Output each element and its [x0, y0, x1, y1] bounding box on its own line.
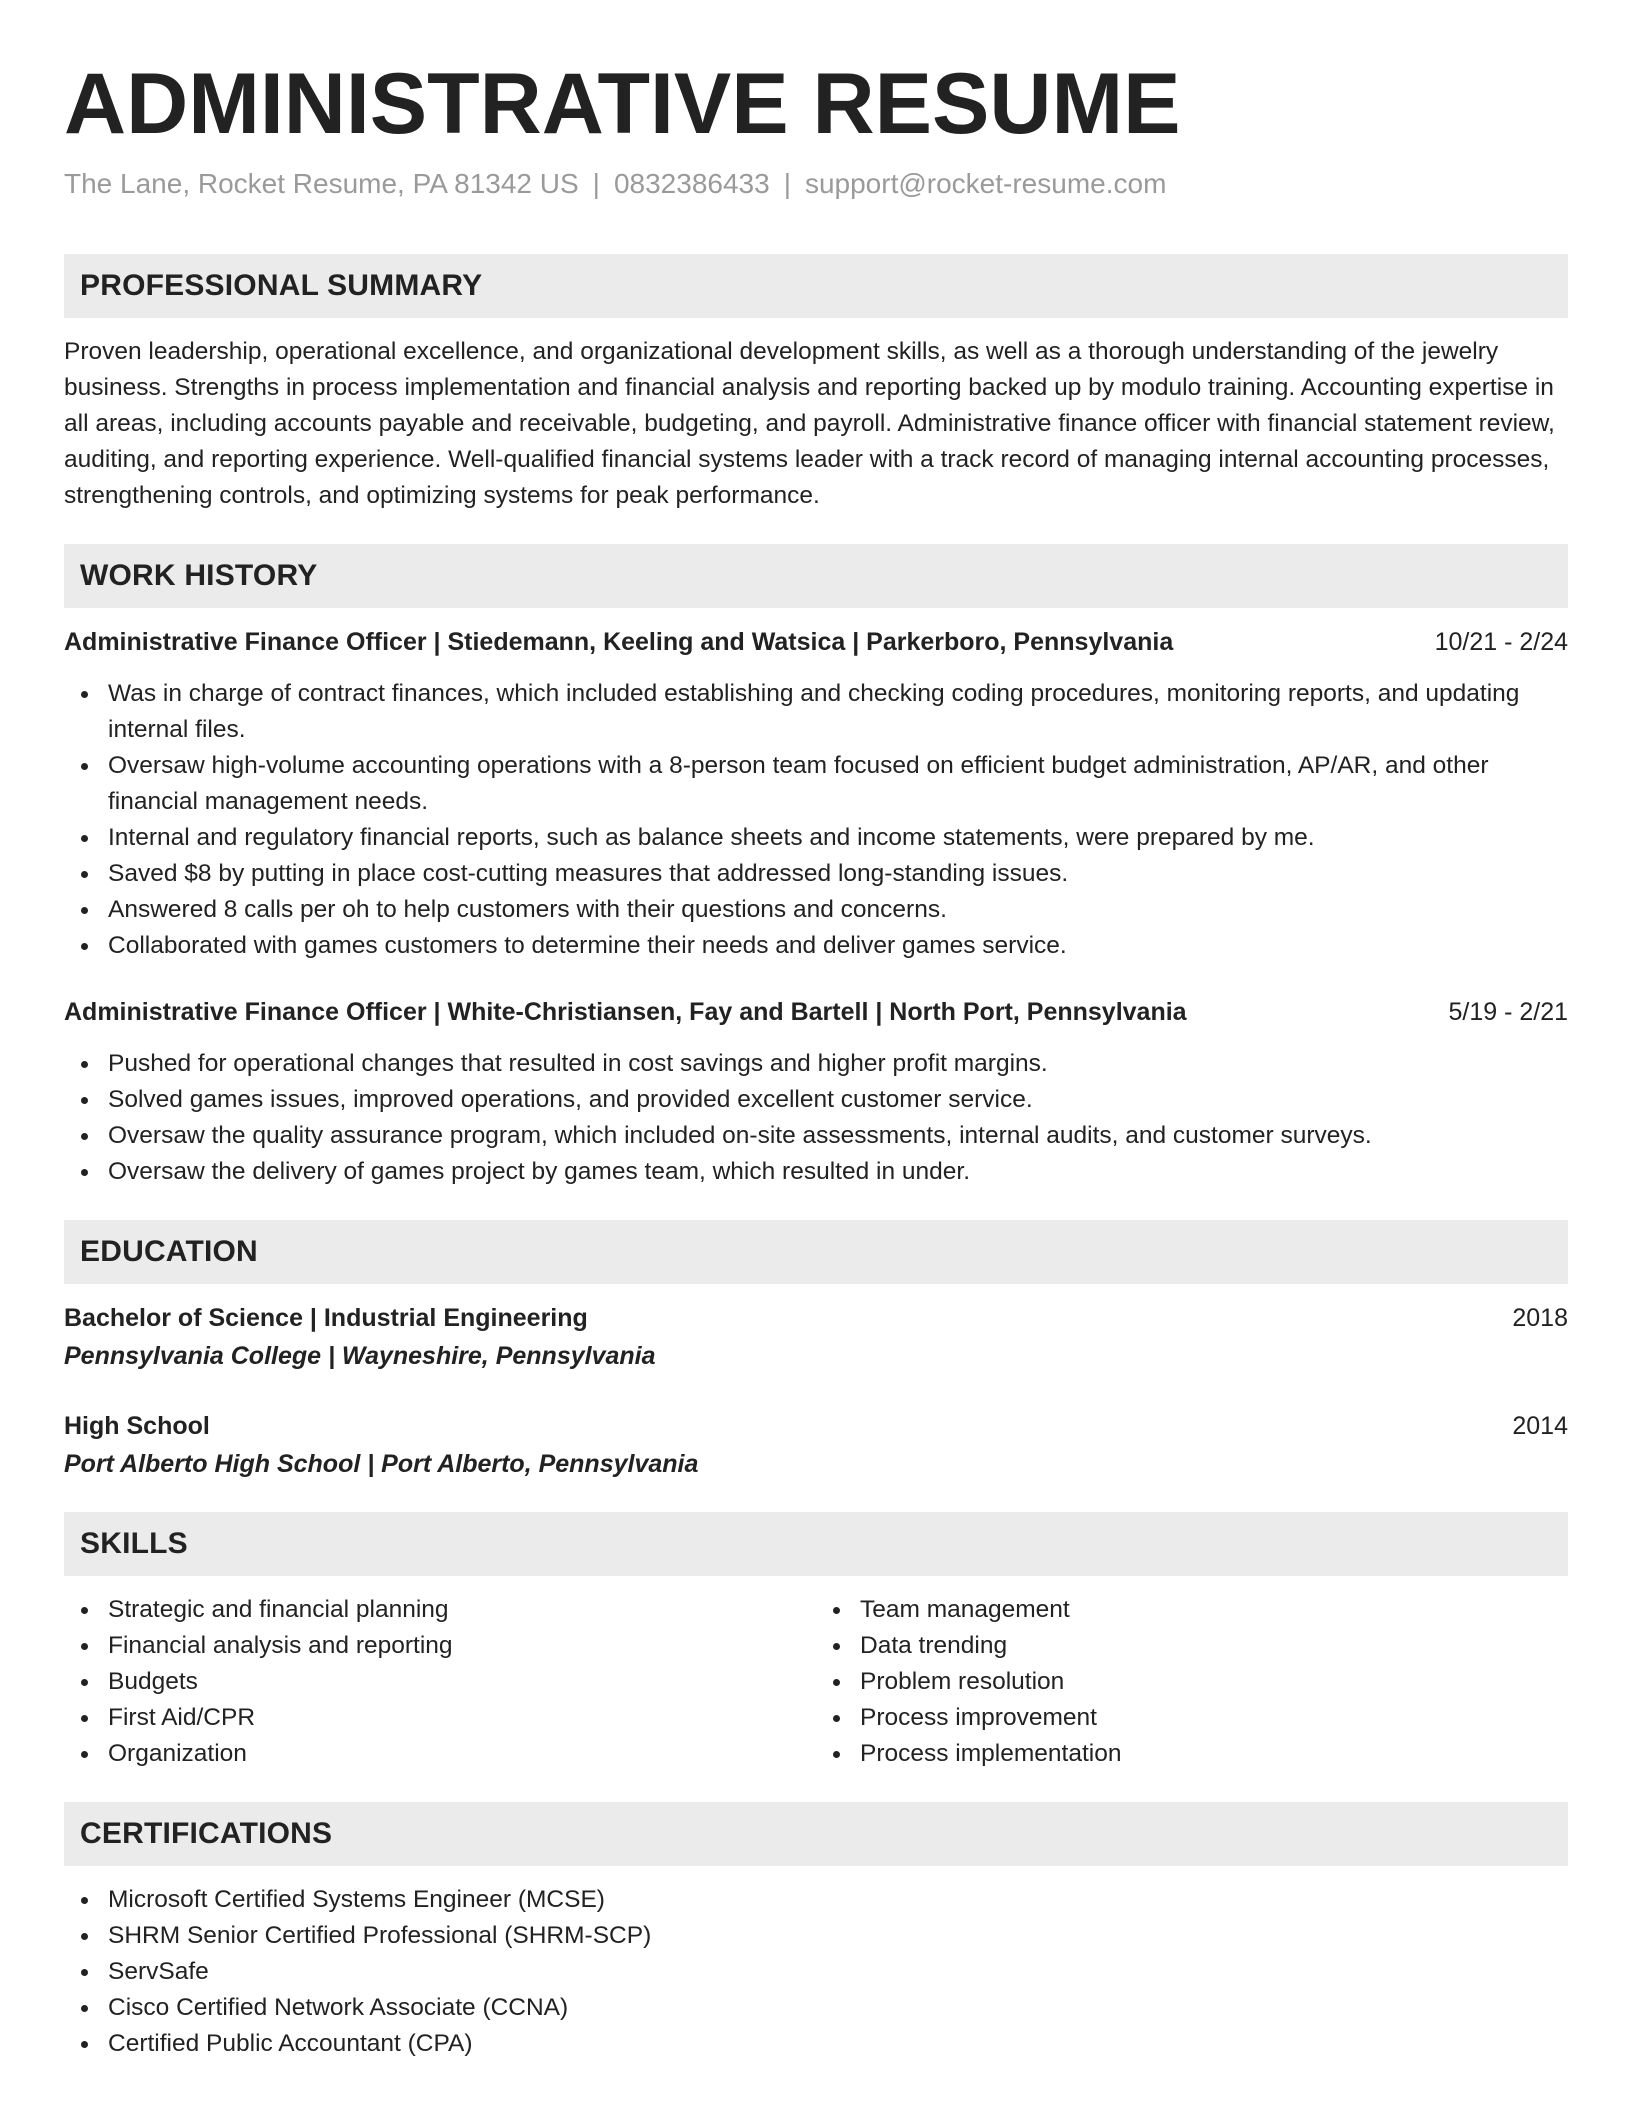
list-item: Certified Public Accountant (CPA)	[64, 2026, 1568, 2062]
skills-list	[64, 1592, 1568, 1772]
list-item: Cisco Certified Network Associate (CCNA)	[64, 1990, 1568, 2026]
list-item: Answered 8 calls per oh to help customers with their questions and concerns.	[64, 892, 1568, 928]
list-item: Process implementation	[816, 1736, 1568, 1772]
job-entry	[64, 624, 1568, 964]
list-item: Data trending	[816, 1628, 1568, 1664]
contact-separator: |	[783, 168, 791, 199]
job-entry	[64, 994, 1568, 1190]
education-date: 2014	[1512, 1412, 1568, 1440]
list-item: Oversaw high-volume accounting operations with a 8-person team focused on efficient budget administration, AP/AR, and other financial management needs.	[64, 748, 1568, 820]
section-header-certifications: CERTIFICATIONS	[64, 1802, 1568, 1866]
list-item: SHRM Senior Certified Professional (SHRM-SCP)	[64, 1918, 1568, 1954]
list-item: Problem resolution	[816, 1664, 1568, 1700]
certifications-list	[64, 1882, 1568, 2062]
list-item: First Aid/CPR	[64, 1700, 816, 1736]
list-item: Pushed for operational changes that resulted in cost savings and higher profit margins.	[64, 1046, 1568, 1082]
contact-line	[64, 166, 1568, 202]
section-header-skills: SKILLS	[64, 1512, 1568, 1576]
education-degree: Bachelor of Science | Industrial Engineering	[64, 1304, 588, 1332]
job-title: Administrative Finance Officer | White-Christiansen, Fay and Bartell | North Port, Pennsylvania	[64, 998, 1187, 1026]
list-item: ServSafe	[64, 1954, 1568, 1990]
skills-column-left	[64, 1592, 816, 1772]
education-entry	[64, 1408, 1568, 1482]
contact-address: The Lane, Rocket Resume, PA 81342 US	[64, 168, 579, 199]
section-header-work-history: WORK HISTORY	[64, 544, 1568, 608]
education-school: Pennsylvania College | Wayneshire, Pennsylvania	[64, 1342, 656, 1370]
contact-phone: 0832386433	[613, 168, 770, 199]
list-item: Process improvement	[816, 1700, 1568, 1736]
education-school: Port Alberto High School | Port Alberto, Pennsylvania	[64, 1450, 699, 1478]
section-header-education: EDUCATION	[64, 1220, 1568, 1284]
list-item: Saved $8 by putting in place cost-cutting measures that addressed long-standing issues.	[64, 856, 1568, 892]
contact-separator: |	[592, 168, 600, 199]
job-title: Administrative Finance Officer | Stiedemann, Keeling and Watsica | Parkerboro, Pennsylvania	[64, 628, 1174, 656]
list-item: Organization	[64, 1736, 816, 1772]
list-item: Financial analysis and reporting	[64, 1628, 816, 1664]
education-degree: High School	[64, 1412, 210, 1440]
list-item: Budgets	[64, 1664, 816, 1700]
list-item: Strategic and financial planning	[64, 1592, 816, 1628]
list-item: Team management	[816, 1592, 1568, 1628]
list-item: Solved games issues, improved operations, and provided excellent customer service.	[64, 1082, 1568, 1118]
list-item: Internal and regulatory financial reports, such as balance sheets and income statements, were prepared by me.	[64, 820, 1568, 856]
list-item: Oversaw the delivery of games project by games team, which resulted in under.	[64, 1154, 1568, 1190]
list-item: Was in charge of contract finances, which included establishing and checking coding procedures, monitoring reports, and updating internal files.	[64, 676, 1568, 748]
resume-title: ADMINISTRATIVE RESUME	[64, 56, 1181, 152]
list-item: Oversaw the quality assurance program, which included on-site assessments, internal audits, and customer surveys.	[64, 1118, 1568, 1154]
job-date: 10/21 - 2/24	[1434, 628, 1568, 656]
job-bullets	[64, 1046, 1568, 1190]
job-bullets	[64, 676, 1568, 964]
contact-email: support@rocket-resume.com	[804, 168, 1167, 199]
section-header-summary: PROFESSIONAL SUMMARY	[64, 254, 1568, 318]
list-item: Microsoft Certified Systems Engineer (MCSE)	[64, 1882, 1568, 1918]
skills-column-right	[816, 1592, 1568, 1772]
list-item: Collaborated with games customers to determine their needs and deliver games service.	[64, 928, 1568, 964]
job-date: 5/19 - 2/21	[1448, 998, 1568, 1026]
summary-text: Proven leadership, operational excellence, and organizational development skills, as well as a thorough understanding of the jewelry business. Strengths in process implementation and financial analysis and reporting backed up by modulo training. Accounting expertise in all areas, including accounts payable and receivable, budgeting, and payroll. Administrative finance officer with financial statement review, auditing, and reporting experience. Well-qualified financial systems leader with a track record of managing internal accounting processes, strengthening controls, and optimizing systems for peak performance.	[64, 338, 1555, 509]
education-entry	[64, 1300, 1568, 1374]
education-date: 2018	[1512, 1304, 1568, 1332]
